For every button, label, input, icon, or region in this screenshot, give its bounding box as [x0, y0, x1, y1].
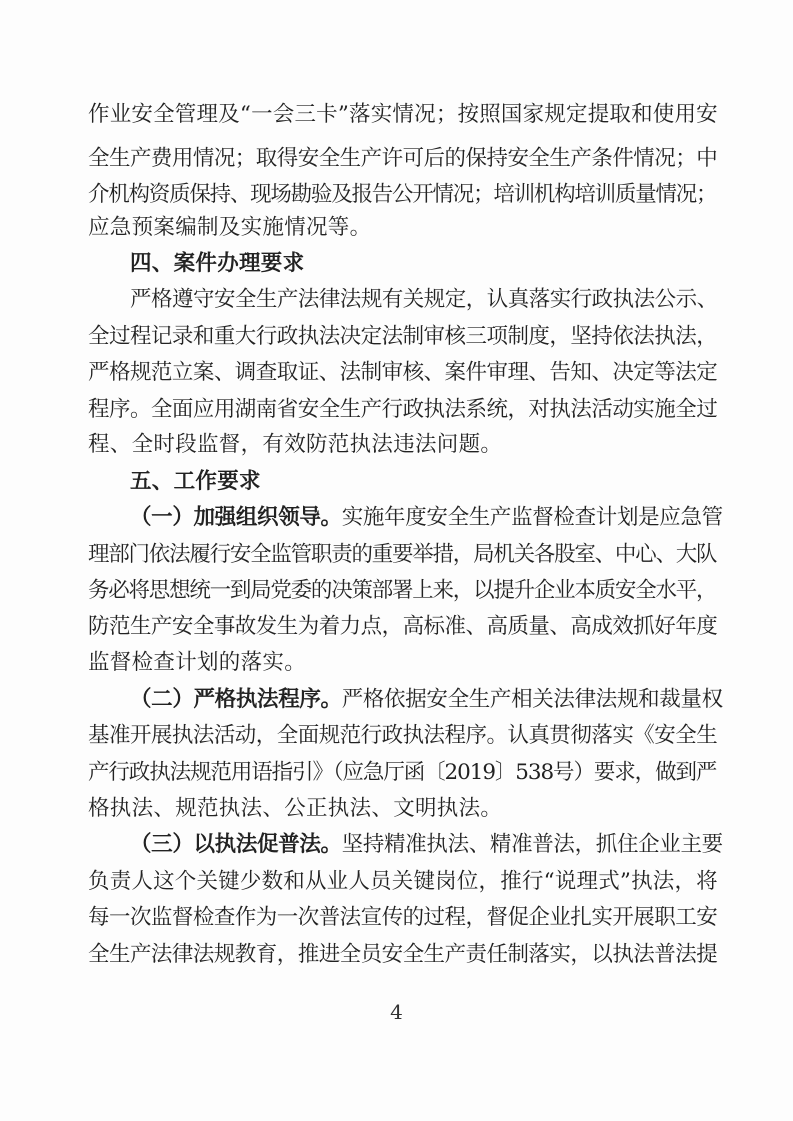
text-line: 程、全时段监督，有效防范执法违法问题。	[88, 432, 503, 457]
text-line: 严格规范立案、调查取证、法制审核、案件审理、告知、决定等法定	[88, 360, 718, 385]
text-line: 介机构资质保持、现场勘验及报告公开情况；培训机构培训质量情况；	[88, 182, 717, 207]
subsection-title: （一）加强组织领导。	[130, 505, 342, 530]
text-line: 程序。全面应用湖南省安全生产行政执法系统，对执法活动实施全过	[88, 397, 718, 422]
section-heading: 五、工作要求	[130, 469, 261, 494]
text-span: 实施年度安全生产监督检查计划是应急管	[341, 505, 723, 530]
text-span: 坚持精准执法、精准普法，抓住企业主要	[341, 832, 723, 857]
subsection-title: （三）以执法促普法。	[130, 832, 342, 857]
section-heading: 四、案件办理要求	[130, 251, 305, 276]
text-line: 基准开展执法活动，全面规范行政执法程序。认真贯彻落实《安全生	[88, 723, 718, 748]
paragraph-first-line	[130, 503, 723, 533]
text-line: 务必将思想统一到局党委的决策部署上来，以提升企业本质安全水平，	[88, 578, 717, 603]
text-line: 严格遵守安全生产法律法规有关规定，认真落实行政执法公示、	[130, 287, 718, 312]
paragraph-first-line	[130, 685, 723, 715]
text-line: 防范生产安全事故发生为着力点，高标准、高质量、高成效抓好年度	[88, 614, 718, 639]
text-line: 监督检查计划的落实。	[88, 650, 307, 675]
text-line: 应急预案编制及实施情况等。	[88, 215, 372, 240]
paragraph-first-line	[130, 830, 723, 860]
text-span: 严格依据安全生产相关法律法规和裁量权	[341, 687, 723, 712]
text-line: 全过程记录和重大行政执法决定法制审核三项制度，坚持依法执法，	[88, 324, 718, 349]
subsection-title: （二）严格执法程序。	[130, 687, 342, 712]
text-line: 每一次监督检查作为一次普法宣传的过程，督促企业扎实开展职工安	[88, 905, 718, 930]
text-line: 负责人这个关键少数和从业人员关键岗位，推行“说理式”执法，将	[88, 869, 718, 894]
text-line: 作业安全管理及“一会三卡”落实情况；按照国家规定提取和使用安	[88, 102, 718, 127]
text-line: 全生产法律法规教育，推进全员安全生产责任制落实，以执法普法提	[88, 942, 718, 967]
text-line: 产行政执法规范用语指引》（应急厅函〔2019〕538号）要求，做到严	[88, 760, 717, 785]
text-line: 理部门依法履行安全监管职责的重要举措，局机关各股室、中心、大队	[88, 542, 717, 567]
page-number: 4	[390, 1000, 403, 1024]
text-line: 格执法、规范执法、公正执法、文明执法。	[88, 796, 503, 821]
text-line: 全生产费用情况；取得安全生产许可后的保持安全生产条件情况；中	[88, 146, 718, 171]
